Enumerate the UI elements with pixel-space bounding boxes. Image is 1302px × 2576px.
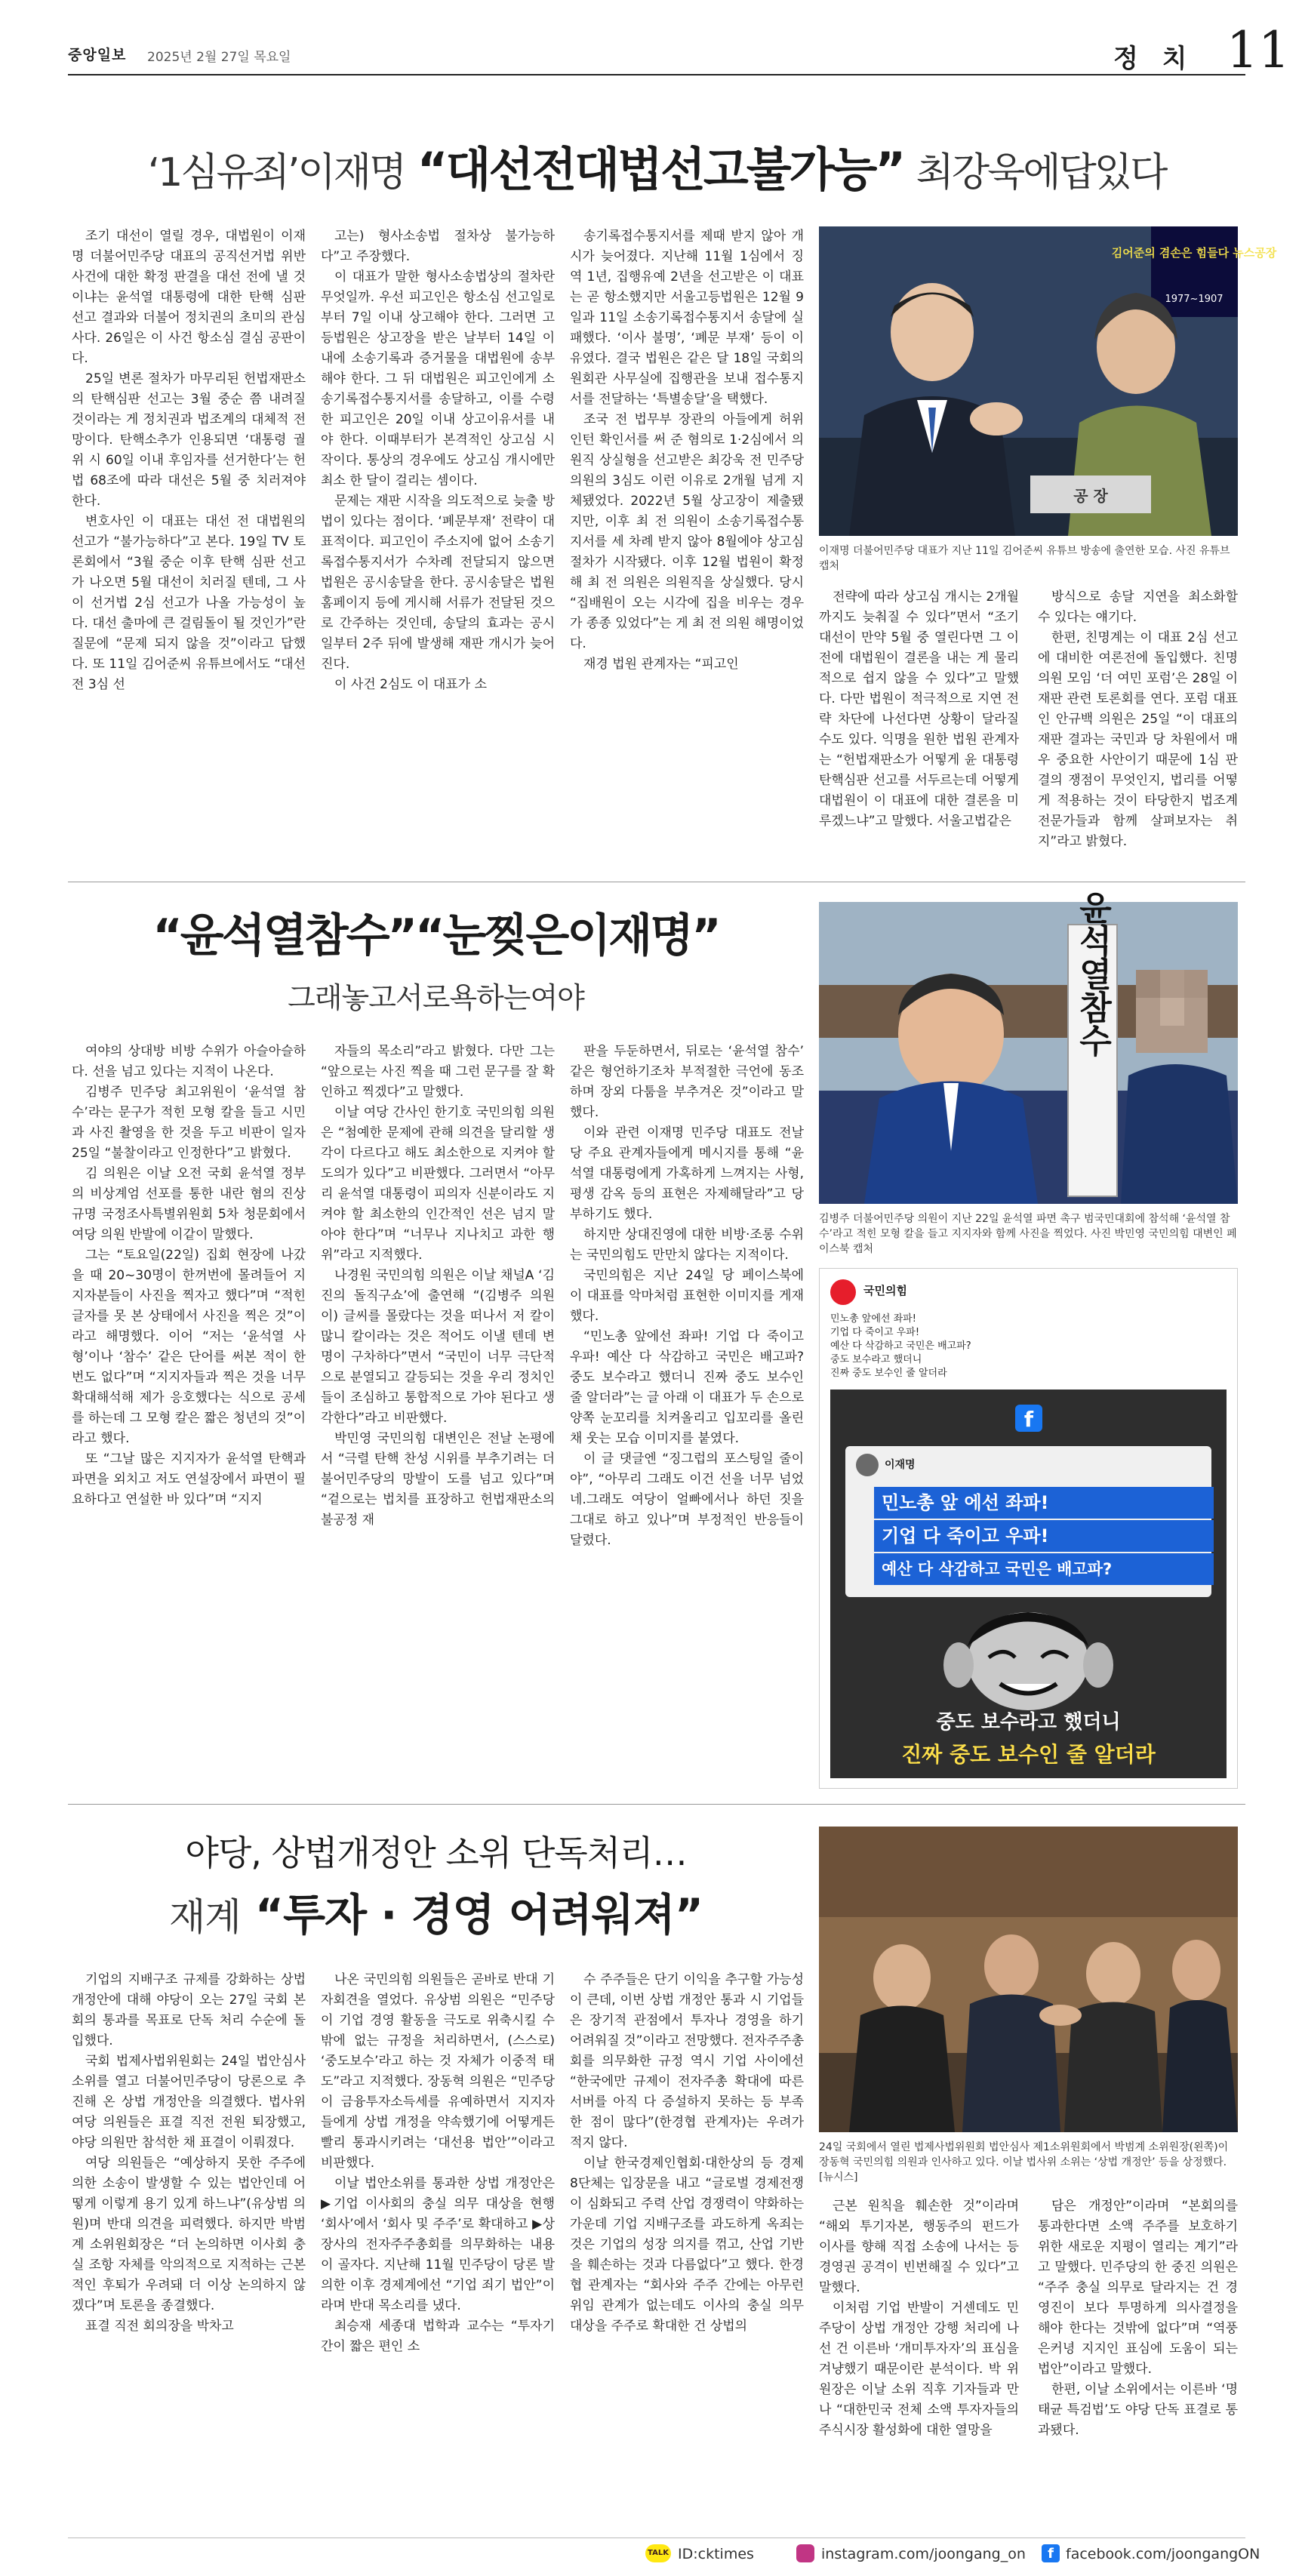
- article-paragraph: 이처럼 기업 반발이 거센데도 민주당이 상법 개정안 강행 처리에 나선 건 이른바 ‘개미투자자’의 표심을 겨냥했기 때문이란 분석이다. 박 위원장은 이날 소위 직후 기자들과 만나 “대한민국 전체 소액 투자자들의 주식시장 활성화에 대한 열망을: [819, 2301, 1019, 2438]
- headline-suffix: 최강욱에답있다: [916, 150, 1166, 195]
- article1-column-4: [819, 587, 1019, 862]
- article3-column-1: [72, 1970, 306, 2530]
- article-paragraph: 25일 변론 절차가 마무리된 헌법재판소의 탄핵심판 선고는 3월 중순 쯤 내려질 것이라는 게 정치권과 법조계의 대체적 전망이다. 탄핵소추가 인용되면 ‘대통령 궐위 시 60일 이내 후임자를 선거한다’는 헌법 68조에 따라 대선은 5월 중 치러져야 한다.: [72, 371, 306, 509]
- article3-column-2: [321, 1970, 555, 2530]
- article2-column-3: [570, 1042, 804, 1789]
- photo-illustration: [819, 1827, 1238, 2132]
- article-paragraph: 이와 관련 이재명 민주당 대표도 전날 당 주요 관계자들에게 메시지를 통해 “윤석열 대통령에게 가혹하게 느껴지는 사형, 평생 감옥 등의 표현은 자제해달라”고 당부하기도 했다.: [570, 1125, 804, 1222]
- article-paragraph: 나온 국민의힘 의원들은 곧바로 반대 기자회견을 열었다. 유상범 의원은 “민주당이 기업 경영 활동을 극도로 위축시킬 수밖에 없는 규정을 처리하면서, (스스로) ‘중도보수’라고 하는 것 자체가 이중적 태도”라고 지적했다. 장동혁 의원은 “민주당이 금융투자소득세를 유예하면서 지지자들에게 상법 개정을 약속했기에 어떻게든 빨리 통과시키려는 ‘대선용 법안’”이라고 비판했다.: [321, 1972, 555, 2171]
- headline-main: “대선전대법선고불가능”: [417, 142, 904, 197]
- article2-photo-caption: 김병주 더불어민주당 의원이 지난 22일 윤석열 파면 촉구 범국민대회에 참석해 ‘윤석열 참수’라고 적힌 모형 칼을 들고 지지자와 함께 사진을 찍었다. 사진 박민영 국민의힘 대변인 페이스북 캡처: [819, 1213, 1237, 1255]
- article3-photo-caption: 24일 국회에서 열린 법제사법위원회 법안심사 제1소위원회에서 박범계 소위원장(왼쪽)이 장동혁 국민의힘 의원과 인사하고 있다. 이날 법사위 소위는 ‘상법 개정안’ 등을 상정했다. [뉴시스]: [819, 2141, 1229, 2184]
- article-paragraph: 하지만 상대진영에 대한 비방·조롱 수위는 국민의힘도 만만치 않다는 지적이다.: [570, 1227, 804, 1263]
- talk-id[interactable]: ID:cktimes: [678, 2546, 754, 2562]
- facebook-icon: f: [1015, 1405, 1042, 1432]
- article-paragraph: 판을 두둔하면서, 뒤로는 ‘윤석열 참수’ 같은 형언하기조차 부적절한 극언에 동조하며 장외 다툼을 부추겨온 것”이라고 말했다.: [570, 1044, 804, 1120]
- facebook-icon: f: [1042, 2544, 1060, 2562]
- kakaotalk-icon: TALK: [645, 2544, 671, 2562]
- article3-headline-line-1: 야당, 상법개정안 소위 단독처리…: [185, 1833, 687, 1873]
- article-paragraph: 이 대표가 말한 형사소송법상의 절차란 무엇일까. 우선 피고인은 항소심 선고일로부터 7일 이내 상고해야 한다. 그러면 고등법원은 상고장을 받은 날부터 14일 이내에 소송기록과 증거물을 대법원에 송부해야 한다. 그 뒤 대법원은 피고인에게 소송기록접수통지서를 송달하고, 이를 수령한 피고인은 20일 이내 상고이유서를 내야 한다. 이때부터가 본격적인 상고심 시작이다. 통상의 경우에도 상고심 개시에만 최소 한 달이 걸리는 셈이다.: [321, 269, 555, 488]
- article-paragraph: 그는 “토요일(22일) 집회 현장에 나갔을 때 20~30명이 한꺼번에 몰려들어 지지자분들이 사진을 찍자고 했다”며 “적힌 글자를 못 본 상태에서 사진을 찍은 것”이라고 해명했다. 이어 “저는 ‘윤석열 사형’이나 ‘참수’ 같은 단어를 써본 적이 한 번도 없다”며 “지지자들과 찍은 것을 너무 확대해석해 제가 응호했다는 식으로 공세를 하는데 그 모형 칼은 짧은 청년의 것”이라고 했다.: [72, 1248, 306, 1446]
- article1-column-1: [72, 226, 306, 862]
- article-paragraph: 자들의 목소리”라고 밝혔다. 다만 그는 “앞으로는 사진 찍을 때 그런 문구를 잘 확인하고 찍겠다”고 말했다.: [321, 1044, 555, 1100]
- article-paragraph: 한편, 이날 소위에서는 이른바 ‘명태균 특검법’도 야당 단독 표결로 통과됐다.: [1038, 2382, 1238, 2438]
- article-paragraph: 송기록접수통지서를 제때 받지 않아 개시가 늦어졌다. 지난해 11월 1심에서 징역 1년, 집행유예 2년을 선고받은 이 대표는 곧 항소했지만 서울고등법원은 12월 9일과 11일 소송기록접수통지서 송달에 실패했다. ‘이사 불명’, ‘폐문 부재’ 등이 이유였다. 결국 법원은 같은 달 18일 국회의원회관 사무실에 집행관을 보내 접수통지서를 전달하는 ‘특별송달’을 택했다.: [570, 229, 804, 407]
- article2-column-1: [72, 1042, 306, 1789]
- article-text: 전략에 따라 상고심 개시는 2개월까지도 늦춰질 수 있다”면서 “조기 대선이 만약 5월 중 열린다면 그 이전에 대법원이 결론을 내는 게 물리적으로 쉽지 않을 수 있다”고 말했다. 다만 법원이 적극적으로 지연 전략 차단에 나선다면 상황이 달라질 수도 있다. 익명을 원한 법원 관계자는 “헌법재판소가 어떻게 윤 대통령 탄핵심판 선고를 서두르는데 어떻게 대법원이 이 대표에 대한 결론을 미루겠느냐”고 말했다. 서울고법같은: [819, 589, 1019, 829]
- article-paragraph: 여야의 상대방 비방 수위가 아슬아슬하다. 선을 넘고 있다는 지적이 나온다.: [72, 1044, 306, 1079]
- article1-headline: [68, 136, 1245, 204]
- sash-text: 윤석열참수: [1073, 891, 1112, 1057]
- photo-illustration: [819, 891, 1238, 1204]
- article-paragraph: 이 글 댓글엔 “징그럽의 포스팅일 줄이야”, “아무리 그래도 이건 선을 너무 넘었네.그래도 여당이 얼빠에서나 하던 짓을 그대로 하고 있나”며 부정적인 반응들이 달렸다.: [570, 1451, 804, 1548]
- article-paragraph: 김병주 민주당 최고위원이 ‘윤석열 참수’라는 문구가 적힌 모형 칼을 들고 시민과 사진 촬영을 한 것을 두고 비판이 일자 25일 “불찰이라고 인정한다”고 밝혔다.: [72, 1085, 306, 1161]
- banner-line-3: 예산 다 삭감하고 국민은 배고파?: [874, 1553, 1214, 1585]
- article-paragraph: “민노총 앞에선 좌파! 기업 다 죽이고 우파! 예산 다 삭감하고 국민은 배고파? 중도 보수라고 했더니 진짜 중도 보수인 줄 알더라”는 글 아래 이 대표가 두 손으로 양쪽 눈꼬리를 치켜올리고 입꼬리를 올린 채 웃는 모습 이미지를 붙였다.: [570, 1329, 804, 1446]
- article-paragraph: 이날 한국경제인협회·대한상의 등 경제 8단체는 입장문을 내고 “글로벌 경제전쟁이 심화되고 주력 산업 경쟁력이 약화하는 가운데 기업 지배구조를 과도하게 옥죄는 것은 기업의 성장 의지를 꺾고, 산업 기반을 훼손하는 것과 다름없다”고 했다. 한경협 관계자는 “회사와 주주 간에는 아무런 위임 관계가 없는데도 이사의 충실 의무 대상을 주주로 확대한 건 상법의: [570, 2156, 804, 2334]
- article-paragraph: 문제는 재판 시작을 의도적으로 늦출 방법이 있다는 점이다. ‘폐문부재’ 전략이 대표적이다. 피고인이 주소지에 없어 소송기록접수통지서가 수차례 전달되지 않으면 법원은 공시송달을 한다. 공시송달은 법원 홈페이지 등에 게시해 서류가 전달된 것으로 간주하는 것인데, 송달의 효과는 공시일부터 2주 뒤에 발생해 재판 개시가 늦어진다.: [321, 494, 555, 672]
- article-paragraph: 박민영 국민의힘 대변인은 전날 논평에서 “극렬 탄핵 찬성 시위를 부추기려는 더불어민주당의 망발이 도를 넘고 있다”며 “겉으로는 법치를 표장하고 헌법재판소의 불공정 재: [321, 1431, 555, 1528]
- board-text: 김어준의 겸손은 힘들다 뉴스공장: [1111, 246, 1277, 260]
- article2-subheadline: 그래놓고서로욕하는여야: [288, 981, 584, 1014]
- article-paragraph: 담은 개정안”이라며 “본회의를 통과한다면 소액 주주를 보호하기 위한 새로운 지평이 열리는 계기”라고 말했다. 민주당의 한 중진 의원은 “주주 충실 의무로 달라지는 건 경영진이 보다 투명하게 의사결정을 해야 한다는 것밖에 없다”며 “역풍은커녕 지지인 표심에 도움이 되는 법안”이라고 말했다.: [1038, 2199, 1238, 2377]
- post-image: [830, 1390, 1227, 1778]
- article3-column-5: [1038, 2196, 1238, 2530]
- article-paragraph: 이날 법안소위를 통과한 상법 개정안은 ▶기업 이사회의 충실 의무 대상을 현행 ‘회사’에서 ‘회사 및 주주’로 확대하고 ▶상장사의 전자주주총회를 의무화하는 내용이 골자다. 지난해 11월 민주당이 당론 발의한 이후 경제계에선 “기업 죄기 법안”이라며 반대 목소리를 냈다.: [321, 2176, 555, 2313]
- caricature-illustration: [928, 1601, 1128, 1707]
- footer: [68, 2538, 1260, 2568]
- headline-main: “투자 · 경영 어려워져”: [254, 1889, 703, 1940]
- article2-column-2: [321, 1042, 555, 1789]
- article1-column-5: [1038, 587, 1238, 862]
- article1-photo-caption: 이재명 더불어민주당 대표가 지난 11일 김어준씨 유튜브 방송에 출연한 모습. 사진 유튜브 캡처: [819, 545, 1230, 572]
- newspaper-name: 중앙일보: [68, 47, 127, 63]
- article-paragraph: 조기 대선이 열릴 경우, 대법원이 이재명 더불어민주당 대표의 공직선거법 위반 사건에 대한 확정 판결을 대선 전에 낼 것이냐는 윤석열 대통령에 대한 탄핵 심판 선고 결과와 더불어 정치권의 초미의 관심사다. 26일은 이 사건 항소심 결심 공판이다.: [72, 229, 306, 366]
- article3-headline-line-2: [68, 1883, 804, 1947]
- facebook-link[interactable]: facebook.com/joongangON: [1066, 2546, 1260, 2562]
- account-name: 국민의힘: [863, 1284, 907, 1297]
- article-paragraph: 국민의힘은 지난 24일 당 페이스북에 이 대표를 악마처럼 표현한 이미지를 게재했다.: [570, 1268, 804, 1324]
- banner-line-1: 민노총 앞 에선 좌파!: [874, 1487, 1214, 1519]
- section-divider: [68, 1804, 1245, 1805]
- article1-photo: [819, 226, 1277, 536]
- article-paragraph: 고는) 형사소송법 절차상 불가능하다”고 주장했다.: [321, 229, 555, 264]
- headline-prefix: 재계: [169, 1895, 241, 1939]
- issue-date: 2025년 2월 27일 목요일: [147, 50, 291, 65]
- article1-column-2: [321, 226, 555, 862]
- inner-account: 이재명: [885, 1459, 916, 1471]
- article1-column-3: [570, 226, 804, 862]
- desk-text: 공 장: [1073, 487, 1108, 505]
- image-caption-line-2: 진짜 중도 보수인 줄 알더라: [901, 1742, 1156, 1767]
- inner-avatar: [856, 1454, 879, 1476]
- article-paragraph: 한편, 친명계는 이 대표 2심 선고에 대비한 여론전에 돌입했다. 친명 의원 모임 ‘더 여민 포럼’은 28일 이 재판 관련 토론회를 연다. 포럼 대표인 안규백 의원은 25일 “이 대표의 재판 결과는 국민과 당 차원에서 매우 중요한 사안이기 때문에 1심 판결의 쟁점이 무엇인지, 법리를 어떻게 적용하는 것이 타당한지 법조계 전문가들과 함께 살펴보자는 취지”라고 밝혔다.: [1038, 630, 1238, 849]
- article-paragraph: 또 “그날 많은 지지자가 윤석열 탄핵과 파면을 외치고 저도 연설장에서 파면이 필요하다고 연설한 바 있다”며 “지지: [72, 1451, 306, 1507]
- article2-headline: “윤석열참수”“눈찢은이재명”: [152, 909, 719, 962]
- article-paragraph: 조국 전 법무부 장관의 아들에게 허위 인턴 확인서를 써 준 혐의로 1·2심에서 의원직 상실형을 선고받은 최강욱 전 민주당 의원의 3심도 이런 이유로 2개월 넘게 지체됐었다. 2022년 5월 상고장이 제출됐지만, 이후 최 전 의원이 소송기록접수통지서를 세 차례 받지 않아 8월에야 상고심 절차가 시작됐다. 이후 12월 법원이 확정해 최 전 의원은 의원직을 상실했다. 당시 “집배원이 오는 시각에 집을 비우는 경우가 종종 있었다”는 게 최 전 의원 해명이었다.: [570, 412, 804, 651]
- article-paragraph: 기업의 지배구조 규제를 강화하는 상법 개정안에 대해 야당이 오는 27일 국회 본회의 통과를 목표로 단독 처리 수순에 돌입했다.: [72, 1972, 306, 2048]
- instagram-icon: [796, 2544, 814, 2562]
- article-paragraph: 근본 원칙을 훼손한 것”이라며 “해외 투기자본, 행동주의 펀드가 이사를 향해 직접 소송에 나서는 등 경영권 공격이 빈번해질 수 있다”고 말했다.: [819, 2199, 1019, 2295]
- masthead: [68, 17, 1290, 79]
- post-text: 민노총 앞에선 좌파! 기업 다 죽이고 우파! 예산 다 삭감하고 국민은 배고파? 중도 보수라고 했더니 진짜 중도 보수인 줄 알더라: [830, 1313, 971, 1379]
- article3-photo: [819, 1827, 1238, 2132]
- image-caption-line-1: 중도 보수라고 했더니: [936, 1711, 1121, 1734]
- headline-prefix: ‘1심유죄’이재명: [147, 150, 405, 195]
- banner-line-2: 기업 다 죽이고 우파!: [874, 1520, 1214, 1552]
- article-paragraph: 표결 직전 회의장을 박차고: [85, 2319, 234, 2334]
- article-paragraph: 수 주주들은 단기 이익을 추구할 가능성이 큰데, 이번 상법 개정안 통과 시 기업들은 장기적 관점에서 투자나 경영을 하기 어려워질 것”이라고 전망했다. 전자주주총회를 의무화한 규정 역시 기업 사이에선 “한국에만 규제이 전자주총 확대에 따른 서버를 아직 다 증설하지 못하는 등 부족한 점이 많다”(한경협 관계자)는 우려가 적지 않다.: [570, 1972, 804, 2150]
- sns-screenshot: [819, 1268, 1238, 1789]
- article-paragraph: 이 사건 2심도 이 대표가 소: [334, 677, 488, 692]
- account-avatar: [830, 1279, 856, 1305]
- article-paragraph: 나경원 국민의힘 의원은 이날 채널A ‘김진의 돌직구쇼’에 출연해 “(김병주 의원이) 글씨를 몰랐다는 것을 떠나서 저 칼이 많니 칼이라는 것은 적어도 이낼 텐데 변명이 구차하다”면서 “국민이 너무 극단적으로 분열되고 갈등되는 것을 우리 정치인들이 조심하고 통합적으로 가야 된다고 생각한다”라고 비판했다.: [321, 1268, 555, 1426]
- article-paragraph: 국회 법제사법위원회는 24일 법안심사소위를 열고 더불어민주당이 당론으로 추진해 온 상법 개정안을 의결했다. 법사위 여당 의원들은 표결 직전 전원 퇴장했고, 야당 의원만 참석한 채 표결이 이뤄졌다.: [72, 2054, 306, 2150]
- article-paragraph: 여당 의원들은 “예상하지 못한 주주에 의한 소송이 발생할 수 있는 법안인데 어떻게 이렇게 용기 있게 하느냐”(유상범 의원)며 반대 의견을 피력했다. 하지만 박범계 소위원회장은 “더 논의하면 이사회 충실 조항 자체를 악의적으로 지적하는 근본적인 후퇴가 우려돼 더 이상 논의하지 않겠다”며 토론을 종결했다.: [72, 2156, 306, 2313]
- article-paragraph: 변호사인 이 대표는 대선 전 대법원의 선고가 “불가능하다”고 본다. 19일 TV 토론회에서 “3월 중순 이후 탄핵 심판 선고가 나오면 5월 대선이 치러질 텐데, 그 사이 선거법 2심 선고가 나올 가능성이 높다. 대선 출마에 큰 걸림돌이 될 것인가”란 질문에 “문제 되지 않을 것”이라고 답했다. 또 11일 김어준씨 유튜브에서도 “대선 전 3심 선: [72, 514, 306, 692]
- article-paragraph: 이날 여당 간사인 한기호 국민의힘 의원은 “첨예한 문제에 관해 의견을 달리할 생각이 다르다고 해도 최소한으로 지켜야 할 도의가 있다”고 비판했다. 그러면서 “아무리 윤석열 대통령이 피의자 신분이라도 지켜야 할 최소한의 인간적인 선은 넘지 말아야 한다”며 “너무나 지나치고 과한 행위”라고 지적했다.: [321, 1105, 555, 1263]
- article-paragraph: 방식으로 송달 지연을 최소화할 수 있다는 얘기다.: [1038, 589, 1238, 625]
- page-number: 11: [1227, 21, 1290, 79]
- article-paragraph: 재경 법원 관계자는 “피고인: [583, 657, 739, 672]
- inner-post-card: [845, 1446, 1211, 1597]
- article3-column-3: [570, 1970, 804, 2530]
- article-paragraph: 최승재 세종대 법학과 교수는 “투자기간이 짧은 편인 소: [321, 2319, 555, 2354]
- article3-column-4: [819, 2196, 1019, 2530]
- board-year: 1977~1907: [1165, 294, 1224, 305]
- photo-illustration: [819, 226, 1277, 536]
- article-paragraph: 김 의원은 이날 오전 국회 윤석열 정부의 비상계엄 선포를 통한 내란 혐의 진상규명 국정조사특별위원회 5차 청문회에서 여당 의원 반발에 이같이 말했다.: [72, 1166, 306, 1242]
- article2-photo: [819, 891, 1238, 1204]
- instagram-link[interactable]: instagram.com/joongang_on: [821, 2546, 1026, 2562]
- section-title: 정 치: [1113, 44, 1195, 74]
